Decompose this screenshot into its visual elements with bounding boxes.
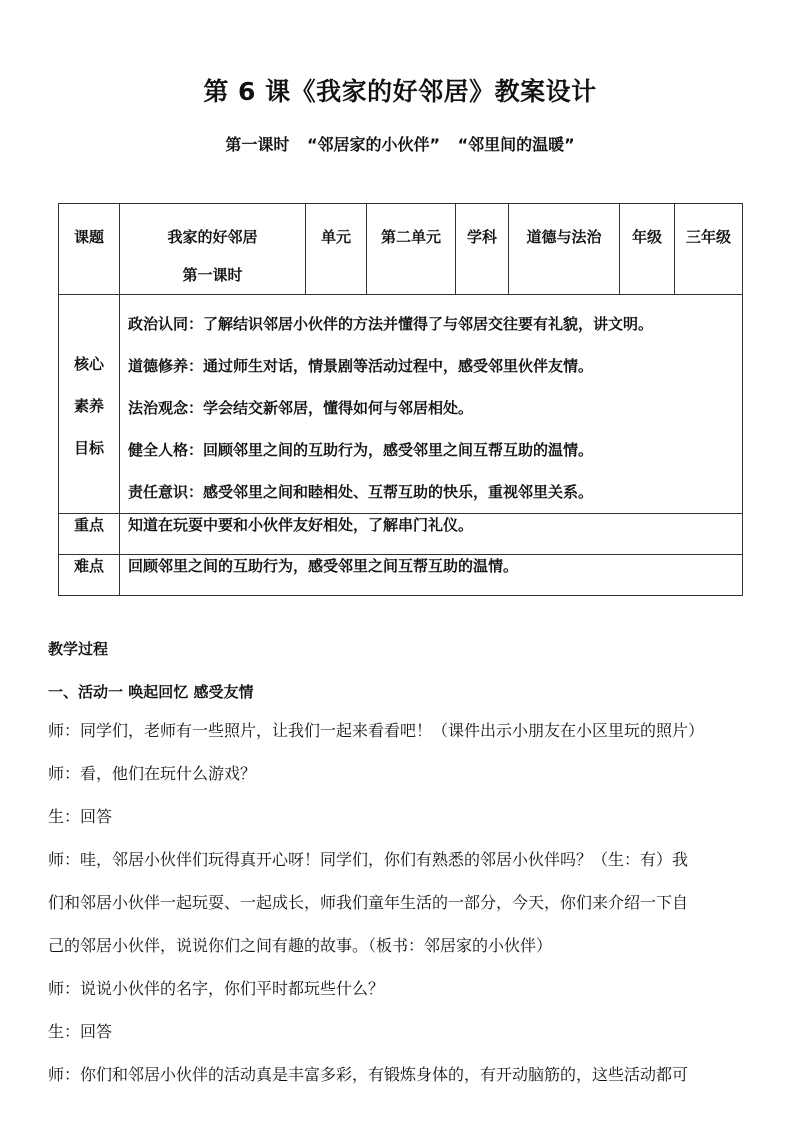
subtitle-period: 第一课时 (225, 135, 290, 154)
dialogue-line: 生：回答 (48, 807, 113, 826)
dialogue-line: 师：同学们，老师有一些照片，让我们一起来看看吧！（课件出示小朋友在小区里玩的照片） (48, 721, 705, 740)
document-title: 第 6 课《我家的好邻居》教案设计 (203, 77, 597, 106)
label-core-goals: 核心 素养 目标 (73, 355, 104, 457)
dialogue-line: 师：哇，邻居小伙伴们玩得真开心呀！同学们，你们有熟悉的邻居小伙伴吗？（生：有）我 (48, 850, 689, 869)
dialogue-line: 师：看，他们在玩什么游戏？ (48, 764, 257, 783)
label-difficult-point: 难点 (59, 555, 120, 596)
lesson-info-table (58, 203, 743, 596)
topic-line-1: 我家的好邻居 (167, 228, 258, 246)
table-row-header (59, 204, 743, 295)
goal-personality: 健全人格：回顾邻里之间的互助行为，感受邻里之间互帮互助的温情。 (128, 441, 594, 459)
goal-political: 政治认同：了解结识邻居小伙伴的方法并懂得了与邻居交往要有礼貌，讲文明。 (128, 315, 654, 333)
label-topic: 课题 (73, 228, 104, 246)
label-key-point: 重点 (59, 514, 120, 555)
topic-line-2: 第一课时 (182, 266, 243, 284)
dialogue-line: 师：你们和邻居小伙伴的活动真是丰富多彩，有锻炼身体的，有开动脑筋的，这些活动都可 (48, 1065, 689, 1084)
table-row-key-point (59, 514, 743, 555)
table-row-difficult-point (59, 555, 743, 596)
unit-value: 第二单元 (380, 228, 441, 246)
goal-moral: 道德修养：通过师生对话，情景剧等活动过程中，感受邻里伙伴友情。 (128, 357, 594, 375)
label-unit: 单元 (320, 228, 351, 246)
process-heading: 教学过程 (48, 640, 109, 658)
grade-value: 三年级 (685, 228, 731, 246)
subtitle-topic-2: “邻里间的温暖” (457, 135, 575, 154)
table-row-core-goals (59, 295, 743, 514)
goal-responsibility: 责任意识：感受邻里之间和睦相处、互帮互助的快乐，重视邻里关系。 (128, 483, 594, 501)
dialogue-line: 师：说说小伙伴的名字，你们平时都玩些什么？ (48, 979, 385, 998)
dialogue-line: 们和邻居小伙伴一起玩耍、一起成长，师我们童年生活的一部分，今天，你们来介绍一下自 (48, 893, 689, 912)
dialogue-line: 生：回答 (48, 1022, 113, 1041)
topic-value (120, 204, 305, 294)
core-goals-list (120, 295, 742, 513)
process-dialogue (48, 709, 768, 1096)
activity-1-heading: 一、活动一 唤起回忆 感受友情 (48, 683, 254, 701)
goal-law: 法治观念：学会结交新邻居，懂得如何与邻居相处。 (128, 399, 474, 417)
difficult-point-text: 回顾邻里之间的互助行为，感受邻里之间互帮互助的温情。 (120, 555, 743, 596)
key-point-text: 知道在玩耍中要和小伙伴友好相处，了解串门礼仪。 (120, 514, 743, 555)
document-subtitle (0, 132, 800, 155)
dialogue-line: 己的邻居小伙伴，说说你们之间有趣的故事。（板书：邻居家的小伙伴） (48, 936, 553, 955)
label-subject: 学科 (466, 228, 497, 246)
subject-value: 道德与法治 (526, 228, 602, 246)
subtitle-topic-1: “邻居家的小伙伴” (306, 135, 440, 154)
label-grade: 年级 (631, 228, 662, 246)
